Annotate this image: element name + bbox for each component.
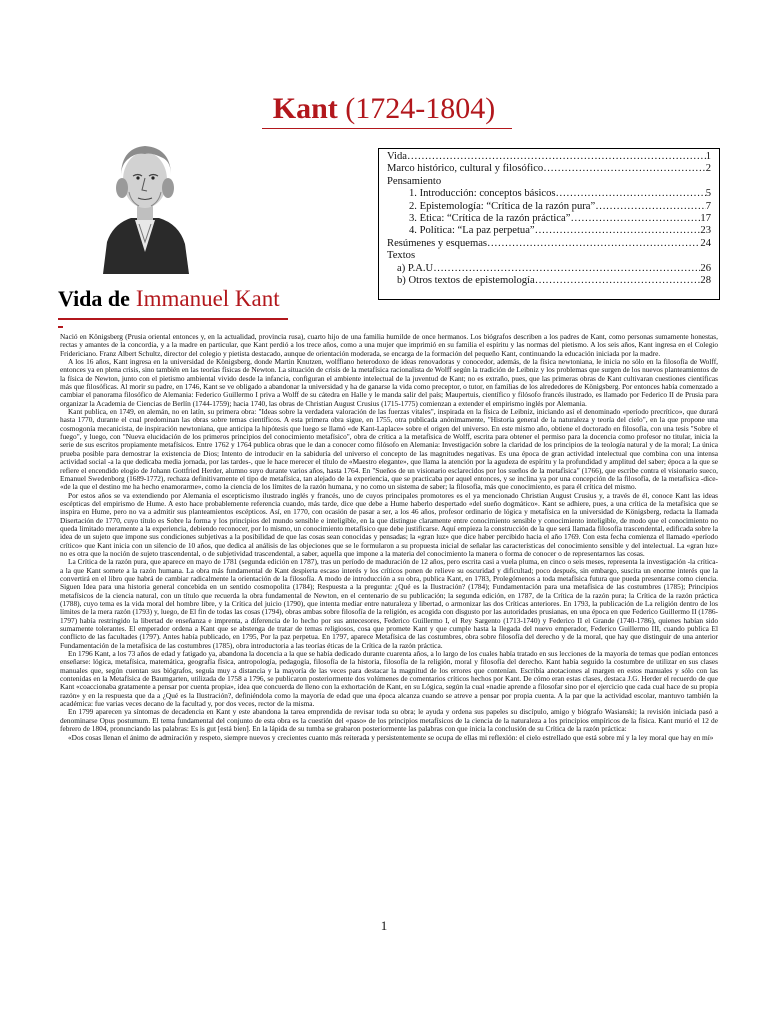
toc-label: Marco histórico, cultural y filosófico bbox=[387, 163, 544, 175]
vida-label: Vida de bbox=[58, 286, 130, 311]
toc-row-otros-textos[interactable] bbox=[387, 275, 711, 287]
toc-label: Vida bbox=[387, 151, 407, 162]
toc-page: 28 bbox=[700, 275, 711, 287]
toc-page: 7 bbox=[705, 200, 711, 212]
body-text bbox=[60, 333, 718, 742]
quote-paragraph: «Dos cosas llenan el ánimo de admiración y respeto, siempre nuevos y crecientes cuanto más reiterada y persistentemente se ocupa de ellas mi reflexión: el cielo estrellado que está sobre mí y la ley moral que hay en mí» bbox=[68, 732, 714, 742]
paragraph: Por estos años se va extendiendo por Alemania el escepticismo ilustrado inglés y francés, uno de cuyos principales promotores es el ya mencionado Christian August Crusius y, a través de él, conoce Kant las ideas escépticas del empirismo de Hume. A esto hace probablemente referencia cuando, más tarde, dice que debe a Hume haberlo despertado «del sueño dogmático». Kant se adhiere, pues, a una crítica de la metafísica que se inspira en Hume, pero no va a admitir sus planteamientos escépticos. Así, en 1770, con ocasión de pasar a ser, a los 46 años, profesor ordinario de lógica y metafísica en la universidad de Königsberg, redacta la llamada Disertación de 1770, cuyo título es Sobre la forma y los principios del mundo sensible e inteligible, en la que distingue claramente entre conocimiento sensible y conocimiento inteligible, de modo que el conocimiento no queda limitado meramente a la experiencia, debiendo reconocer, por lo mismo, un conocimiento metafísico que debe justificarse. Aquí empieza la construcción de la que será llamada filosofía trascendental, edificada sobre la idea de un sujeto que impone sus condiciones subjetivas a la posibilidad de que las cosas sean conocidas y pensadas; la «gran luz» que dice haber percibido hacia el año 1769. Con esta fecha comienza el llamado «período crítico» que Kant inicia con un silencio de 10 años, que dedica al análisis de las objeciones que se le formularon a su propuesta inicial de señalar las características del conocimiento sensible y del intelectual. La «gran luz» no es otra que la noción de sujeto trascendental, o de subjetividad trascendental, a saber, aquella que impone a la materia del conocimiento la manera o forma de conocer o de representarnos las cosas. bbox=[60, 490, 718, 558]
toc-page: 17 bbox=[700, 213, 711, 225]
toc-row-politica[interactable] bbox=[387, 225, 711, 237]
paragraph: En 1796 Kant, a los 73 años de edad y fatigado ya, abandona la docencia a la que se había dedicado durante cuarenta años, a lo largo de los cuales había tratado en sus lecciones de la mayoría de temas que podían entonces enseñarse: lógica, metafísica, matemática, geografía física, antropología, pedagogía, filosofía de la historia, filosofía de la religión, moral y filosofía del derecho. Kant había seguido la costumbre de utilizar en sus clases manuales que, según cuentan sus biógrafos, seguía muy a distancia y la mayoría de las veces para destacar la magnitud de los errores que contenían. Escribía anotaciones al margen en estos manuales y sólo con las contenidas en la Metafísica de Baumgarten, utilizada de 1758 a 1796, se publicaron posteriormente dos volúmenes de comentarios críticos hechos por Kant. De cómo eran estas clases, destaca J.G. Herder el recuerdo de que Kant «coaccionaba gratamente a pensar por cuenta propia», idea que concuerda de lleno con la exhortación de Kant, en su Lógica, según la cual «nadie aprende a filosofar sino por el ejercicio que cada cual hace de su propia razón» y en la respuesta que da a ¿Qué es la Ilustración?, definiéndola como la mayoría de edad que una época alcanza cuando se atreve a pensar por propia cuenta. A la par que la actividad escolar, mantuvo también la académica: fue varias veces decano de la facultad y, por dos veces, rector de la misma. bbox=[60, 649, 718, 709]
toc-page: 23 bbox=[700, 225, 711, 237]
red-mark bbox=[58, 326, 63, 328]
title-years: (1724-1804) bbox=[345, 92, 496, 125]
paragraph: Nació en Königsberg (Prusia oriental entonces y, en la actualidad, provincia rusa), cuarto hijo de una familia humilde de once hermanos. Los biógrafos describen a los padres de Kant, como personas sumamente honestas, rectas y amantes de la concordia, y a la madre en particular, que Kant perdió a los trece años, como a una mujer que imprimió en su familia el espíritu y las normas del pietismo. A los seis años, Kant ingresa en el Colegio Fridericiano. Franz Albert Schultz, director del colegio y pietista destacado, aunque de orientación moderada, se encarga de la formación del pequeño Kant, continuando la educación iniciada por la madre. bbox=[60, 332, 718, 358]
toc-row-marco[interactable] bbox=[387, 163, 711, 175]
toc-row-resumenes[interactable] bbox=[387, 238, 711, 250]
toc-label: 3. Ética: “Crítica de la razón práctica” bbox=[409, 213, 571, 225]
toc-row-introduccion[interactable] bbox=[387, 188, 711, 200]
toc-row-etica[interactable] bbox=[387, 213, 711, 225]
toc-row-vida[interactable] bbox=[387, 151, 711, 163]
paragraph: Kant publica, en 1749, en alemán, no en latín, su primera obra: "Ideas sobre la verdadera valoración de las fuerzas vitales", inspirada en la física de Leibniz, iniciando así el denominado «período precrítico», que durará hasta 1770, durante el cual predominan las obras sobre temas científicos. A esta primera obra sigue, en 1755, otra publicada anónimamente, "Historia general de la naturaleza y teoría del cielo", en la que propone una cosmogonía mecanicista, de inspiración newtoniana, que anticipa la hipótesis que luego se llamó «de Kant-Laplace» sobre el origen del universo. En este mismo año, obtiene el doctorado en filosofía, con una tesis "Sobre el fuego", y luego, con "Nueva elucidación de los primeros principios del conocimiento metafísico", obra de crítica a la metafísica de Wolff, escrita para obtener el permiso para la docencia como profesor no titular, inicia la serie de sus escritos propiamente metafísicos. Entre 1762 y 1764 publica obras que le dan a conocer como filósofo en Alemania: Investigación sobre la claridad de los principios de la teología natural y de la moral; La única prueba posible para demostrar la existencia de Dios; Intento de introducir en la sabiduría del universo el concepto de las magnitudes negativas. Es una época de gran actividad intelectual que combina con una intensa actividad social -a la que dedicaba media jornada, por las tardes-, que le hace merecer el título de «Maestro elegante», que llama la atención por la agudeza de espíritu y la profundidad y amplitud del saber; época a la que se refiere el encendido elogio de Johann Gottfried Herder, alumno suyo durante varios años, hasta 1764. En "Sueños de un visionario esclarecidos por los sueños de la metafísica" (1766), que escribe contra el visionario sueco, Emanuel Swedenborg (1689-1772), rechaza definitivamente el tipo de metafísica, tan alejado de la experiencia, que se practicaba por aquel entonces, y se inclina ya por una concepción de la filosofía, de la metafísica -dice- «de la que el destino me ha hecho enamorarme», como la ciencia de los límites de la razón humana, y no como un sistema de saber; la filosofía, más que conocimiento, es para él crítica del mismo. bbox=[60, 407, 718, 492]
toc-label: Textos bbox=[387, 250, 416, 262]
toc-page: 5 bbox=[705, 188, 711, 200]
toc-page: 24 bbox=[700, 237, 711, 249]
title-underline bbox=[262, 128, 512, 129]
toc-label: b) Otros textos de epistemología bbox=[397, 275, 535, 287]
toc-label: 4. Política: “La paz perpetua” bbox=[409, 225, 535, 237]
toc-row-pau[interactable] bbox=[387, 263, 711, 275]
toc-page: 2 bbox=[705, 163, 711, 175]
kant-portrait bbox=[95, 132, 195, 274]
table-of-contents bbox=[378, 148, 720, 300]
toc-page: 26 bbox=[700, 262, 711, 274]
toc-row-epistemologia[interactable] bbox=[387, 201, 711, 213]
page-number: 1 bbox=[380, 918, 388, 933]
toc-label: 2. Epistemología: “Crítica de la razón pura” bbox=[409, 200, 596, 212]
toc-label: 1. Introducción: conceptos básicos bbox=[409, 188, 556, 200]
toc-row-pensamiento bbox=[387, 176, 711, 188]
toc-page: 1 bbox=[705, 151, 711, 162]
section-title bbox=[58, 286, 280, 312]
title-name: Kant bbox=[272, 92, 338, 125]
toc-row-textos bbox=[387, 250, 711, 262]
paragraph: A los 16 años, Kant ingresa en la universidad de Königsberg, donde Martin Knutzen, wolffiano heterodoxo de ideas renovadoras y conocedor, además, de la física newtoniana, le inicia no sólo en la filosofía de Wolff, entonces ya en plena crisis, sino también en las teorías físicas de Newton. La situación de crisis de la metafísica racionalista de Wolff según la tradición de Leibniz y los problemas que surgen de los nuevos planteamientos de la física de Newton, junto con el pietismo ambiental vivido desde la infancia, configuran el ambiente intelectual de la juventud de Kant; no es extraño, pues, que las primeras obras de Kant cultivaran cuestiones científicas más que filosóficas. Al morir su padre, en 1746, Kant se ve obligado a abandonar la universidad y ha de ganarse la vida como preceptor, o tutor, en familias de los alrededores de Königsberg. Por entonces había comenzado a cambiar el panorama filosófico de Alemania: Federico Guillermo I priva a Wolff de su cátedra en Halle y le manda salir del país; Maupertuis, científico y filósofo francés ilustrado, es llamado por Federico II de Prusia para organizar la Academia de Ciencias de Berlín (1744-1759); hacia 1740, las obras de Christian August Crusius (1715-1775) comienzan a extender el empirismo inglés por Alemania. bbox=[60, 357, 718, 408]
toc-label: a) P.A.U bbox=[397, 262, 434, 274]
vida-name: Immanuel Kant bbox=[135, 286, 280, 311]
paragraph: La Crítica de la razón pura, que aparece en mayo de 1781 (segunda edición en 1787), tras un período de maduración de 12 años, pero escrita casi a vuela pluma, en cinco o seis meses, representa la investigación -la crítica- a la que Kant somete a la razón humana. La obra más fundamental de Kant despierta escaso interés y los críticos ponen de relieve su oscuridad y dificultad; poco después, sin embargo, suscita un enorme interés que la convertirá en el libro que habrá de cambiar radicalmente la orientación de la filosofía. A modo de introducción a su obra, publica Kant, en 1783, Prolegómenos a toda metafísica futura que pueda presentarse como ciencia. Siguen Idea para una historia general concebida en un sentido cosmopolita (1784); Respuesta a la pregunta: ¿Qué es la Ilustración? (1784); Fundamentación para una metafísica de las costumbres (1785); Principios metafísicos de la ciencia natural, con un título que recuerda la obra fundamental de Newton, en el centenario de su publicación; la segunda edición, en 1787, de la Crítica de la razón pura; la Crítica de la razón práctica (1788), cuyo tema es la vida moral del hombre libre, y la Crítica del juicio (1790), que intenta mediar entre naturaleza y libertad, o armonizar las dos Críticas anteriores. En 1793, la publicación de La religión dentro de los límites de la mera razón (1793) y, luego, de El fin de todas las cosas (1794), obras ambas sobre filosofía de la religión, es acogida con disgusto por las autoridades prusianas, en una época en que Federico Guillermo II (1786-1797) había restringido la libertad de enseñanza e imprenta, a diferencia de lo hecho por sus antecesores, Federico Guillermo I, el Rey Sargento (1713-1740) y Federico II el Grande (1740-1786), quienes habían sido sumamente tolerantes. El emperador ordena a Kant que se abstenga de tratar de temas religiosos, cosa que promete Kant y que cumple hasta la llegada del nuevo emperador, Federico Guillermo III, cuando publica El conflicto de las facultades (1797). Antes había publicado, en 1795, Por la paz perpetua. En 1797, aparece Metafísica de las costumbres, obra sobre filosofía del derecho y de la moral, que hay que distinguir de una anterior Fundamentación de la metafísica de las costumbres (1785), obra introductoria a las teorías éticas de la Crítica de la razón práctica. bbox=[60, 557, 718, 650]
section-underline bbox=[58, 318, 288, 320]
toc-label: Resúmenes y esquemas bbox=[387, 237, 488, 249]
page-title bbox=[0, 92, 768, 126]
toc-label: Pensamiento bbox=[387, 175, 442, 187]
paragraph: En 1799 aparecen ya síntomas de decadencia en Kant y este abandona la tarea emprendida de revisar toda su obra; le ayuda y ordena sus papeles su discípulo, amigo y biógrafo Wasianski; la revisión iniciada pasó a denominarse Opus postumum. El tema fundamental del conjunto de esta obra es la cuestión del «paso» de los principios metafísicos de la ciencia de la naturaleza a los principios empíricos de la física. Kant murió el 12 de febrero de 1804, pronunciando las palabras: Es is gut [está bien]. En la lápida de su tumba se grabaron posteriormente las palabras con que inicia la conclusión de su Crítica de la razón práctica: bbox=[60, 707, 718, 734]
